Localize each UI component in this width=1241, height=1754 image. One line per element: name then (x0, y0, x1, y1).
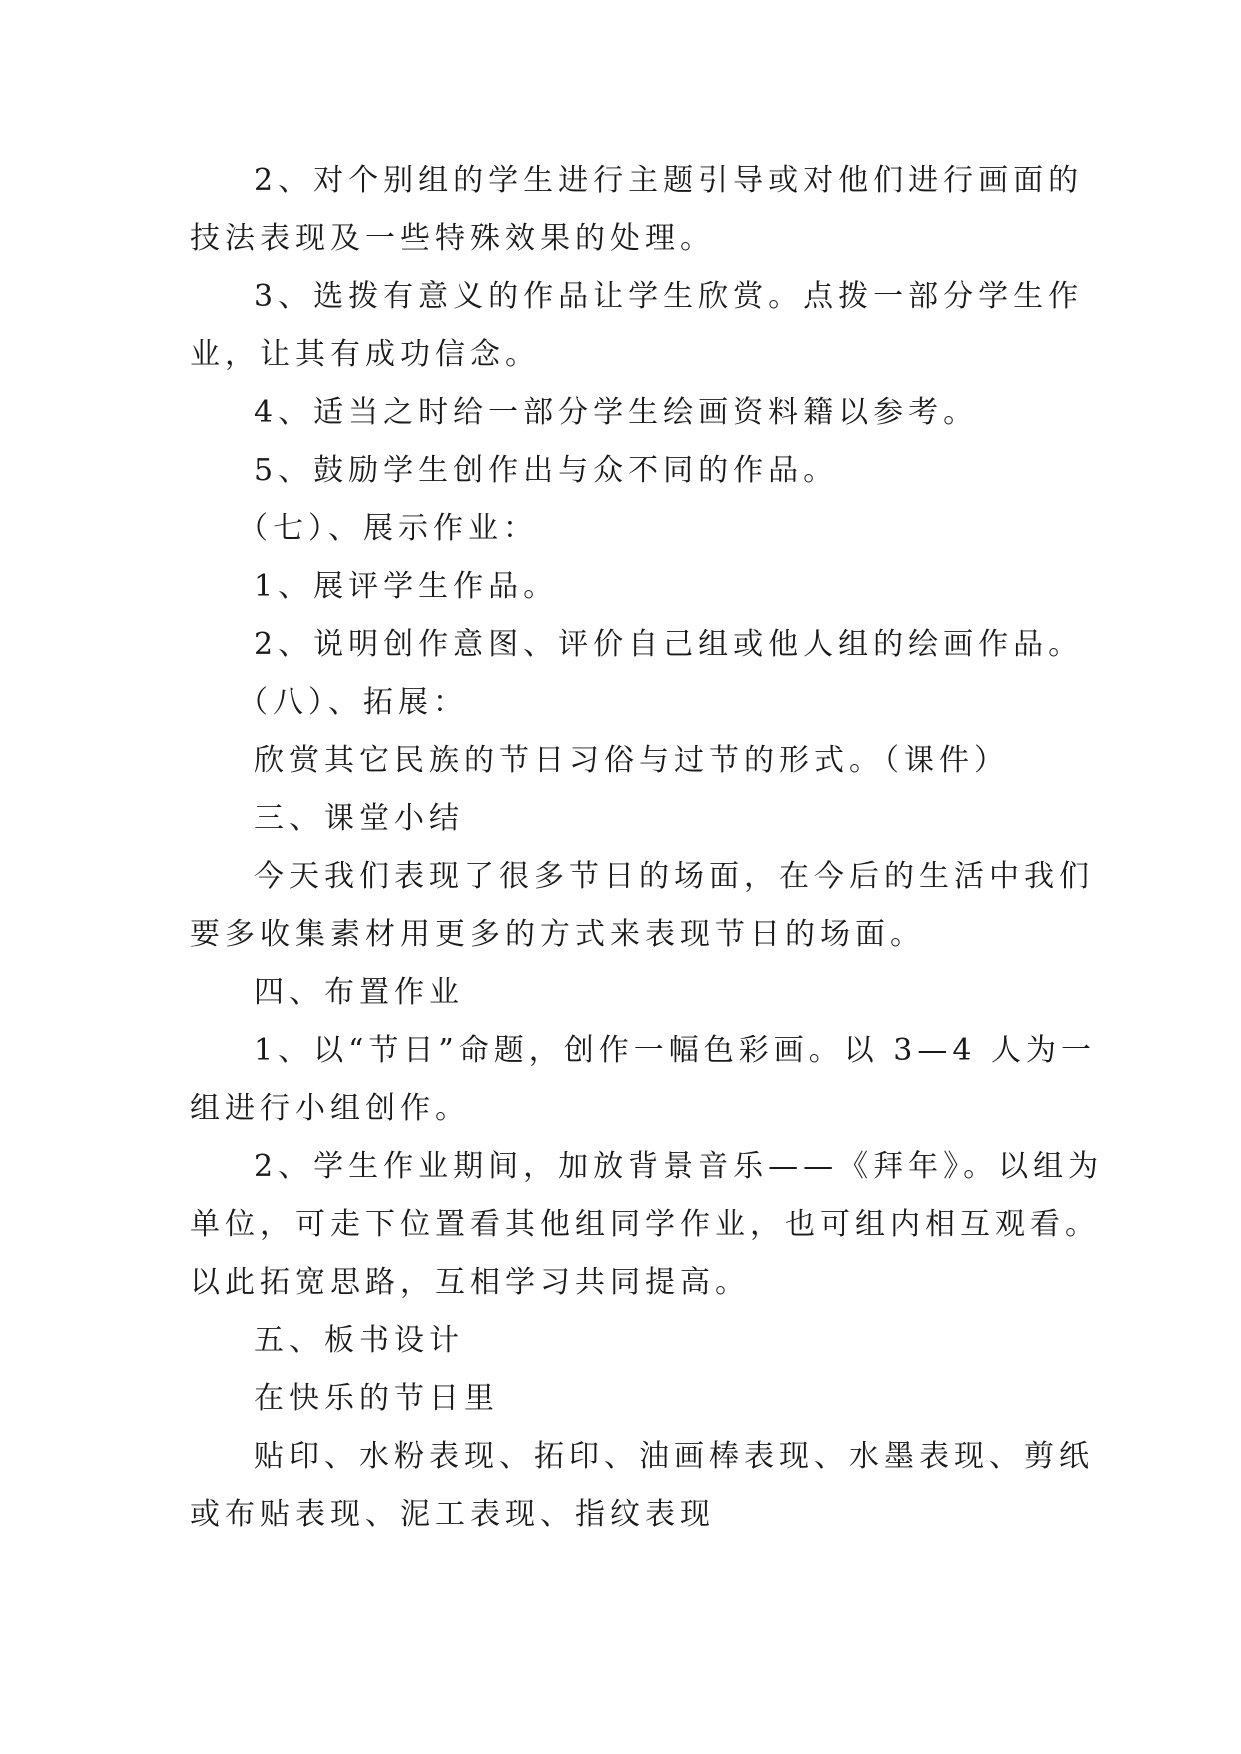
paragraph-line: 以此拓宽思路，互相学习共同提高。 (190, 1265, 750, 1300)
paragraph-line: 1、以“节日”命题，创作一幅色彩画。以 3—4 人为一 (254, 1033, 1097, 1068)
paragraph-line: 2、说明创作意图、评价自己组或他人组的绘画作品。 (254, 627, 1084, 662)
paragraph-line: 要多收集素材用更多的方式来表现节日的场面。 (190, 917, 925, 952)
section-heading: （八）、拓展： (238, 685, 468, 720)
paragraph-line: 1、展评学生作品。 (254, 569, 559, 604)
paragraph-line: 今天我们表现了很多节日的场面，在今后的生活中我们 (254, 859, 1094, 894)
paragraph-line: 3、选拨有意义的作品让学生欣赏。点拨一部分学生作 (254, 279, 1084, 314)
paragraph-line: 技法表现及一些特殊效果的处理。 (190, 221, 715, 256)
paragraph-line: 在快乐的节日里 (254, 1381, 499, 1416)
paragraph-line: 4、适当之时给一部分学生绘画资料籍以参考。 (254, 395, 979, 430)
document-body (190, 152, 1104, 1544)
paragraph-line: 2、对个别组的学生进行主题引导或对他们进行画面的 (254, 163, 1084, 198)
section-heading: 四、布置作业 (254, 975, 464, 1010)
paragraph-line: 2、学生作业期间，加放背景音乐——《拜年》。以组为 (254, 1149, 1104, 1184)
section-heading: （七）、展示作业： (238, 511, 538, 546)
paragraph-line: 或布贴表现、泥工表现、指纹表现 (190, 1497, 715, 1532)
section-heading: 三、课堂小结 (254, 801, 464, 836)
paragraph-line: 5、鼓励学生创作出与众不同的作品。 (254, 453, 839, 488)
paragraph-line: 业，让其有成功信念。 (190, 337, 540, 372)
paragraph-line: 组进行小组创作。 (190, 1091, 470, 1126)
paragraph-line: 欣赏其它民族的节日习俗与过节的形式。（课件） (254, 743, 1009, 778)
section-heading: 五、板书设计 (254, 1323, 464, 1358)
paragraph-line: 贴印、水粉表现、拓印、油画棒表现、水墨表现、剪纸 (254, 1439, 1094, 1474)
paragraph-line: 单位，可走下位置看其他组同学作业，也可组内相互观看。 (190, 1207, 1100, 1242)
